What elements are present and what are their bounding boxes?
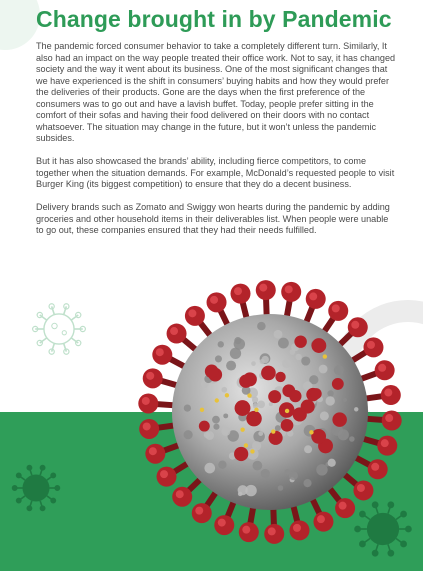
coronavirus-illustration	[120, 262, 420, 562]
body-text	[36, 41, 396, 248]
paragraph: Delivery brands such as Zomato and Swiggy won hearts during the pandemic by adding groceries and other household items in their deliverables list. When people were unable to go out, these companies ensured that they had their needs fulfilled.	[36, 202, 390, 235]
paragraph: The pandemic forced consumer behavior to take a completely different turn. Similarly, It also had an impact on the way people treated their office work. Not to say, it has changed society and the way it went about its business. One of the most significant changes that we have experienced is the shift in consumers’ buying habits and how they would prefer the deliveries of their products. Gone are the days when the first preference of the consumers was to go out and have a lavish buffet. Today, people prefer sitting in the comfort of their sofas and having their food delivered on their doors with no contact whatsoever. The situation may change in the future, but it won’t unless the pandemic subsides.	[36, 41, 396, 143]
virus-outline-icon	[30, 300, 88, 358]
virus-body	[172, 314, 368, 510]
virus-dark-icon	[10, 462, 62, 514]
background-arc-top	[0, 0, 40, 50]
paragraph: But it has also showcased the brands’ ability, including fierce competitors, to come together when the situation demands. For example, McDonald’s requested people to visit Burger King (its biggest competition) to ensure that they do a decent business.	[36, 156, 395, 189]
page-title: Change brought in by Pandemic	[36, 6, 392, 32]
